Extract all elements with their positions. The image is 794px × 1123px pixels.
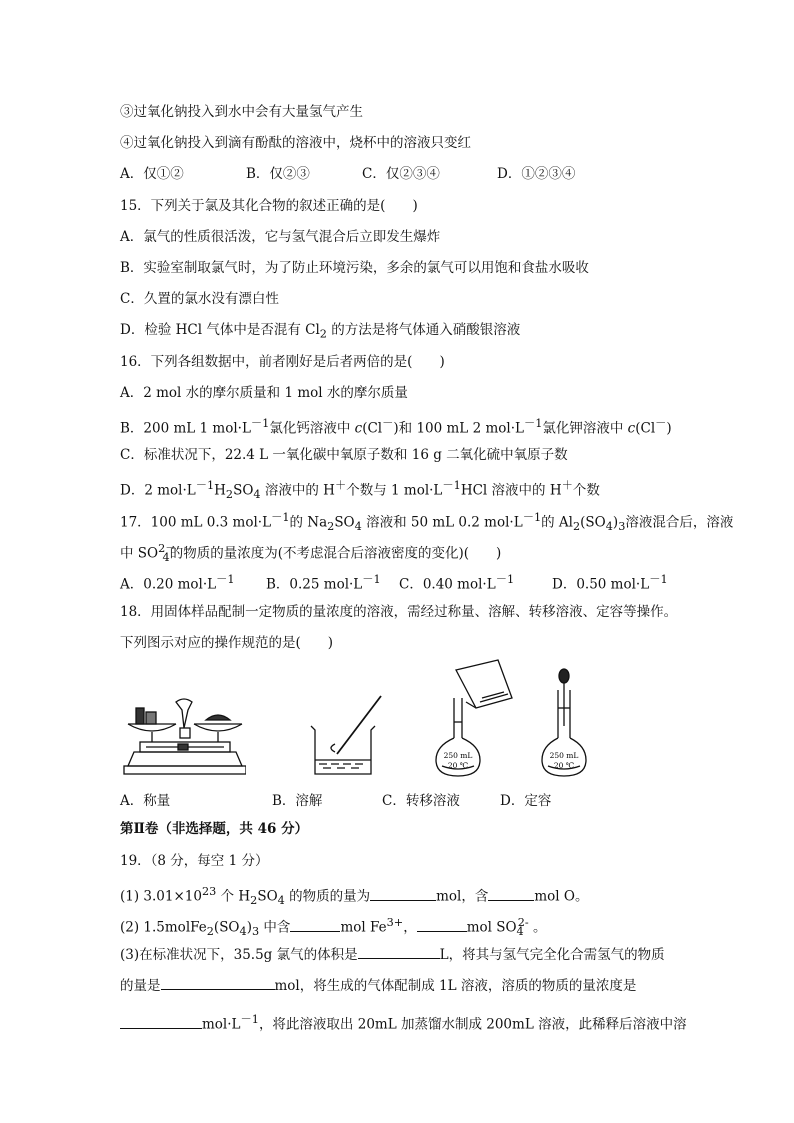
q15-option-b: B．实验室制取氯气时，为了防止环境污染，多余的氯气可以用饱和食盐水吸收 bbox=[120, 260, 589, 276]
beaker-stirring-figure bbox=[305, 694, 390, 778]
q19-part2: (2) $1.5molFe_2(SO_4)_3$ 中含 mol $Fe^{3+}$， mol $SO_4^{2-}$ 。 bbox=[120, 916, 547, 939]
q14-statement-4: ④过氧化钠投入到滴有酚酞的溶液中，烧杯中的溶液只变红 bbox=[120, 135, 471, 151]
q18-label-d: D．定容 bbox=[500, 793, 552, 809]
q16-option-a: A．2 mol 水的摩尔质量和 1 mol 水的摩尔质量 bbox=[120, 385, 408, 401]
q17-option-c: C．0.40 $mol\cdot L^{-1}$ bbox=[399, 573, 515, 593]
q19-blank-5[interactable] bbox=[358, 945, 440, 959]
q15-option-c: C．久置的氯水没有漂白性 bbox=[120, 291, 279, 307]
q19-part3-line2: 的量是 mol，将生成的气体配制成 1L 溶液，溶质的物质的量浓度是 bbox=[120, 978, 637, 994]
q19-part1: (1) $3.01\times 10^{23}$ 个 $H_2SO_4$ 的物质的量为 mol，含 mol O。 bbox=[120, 885, 589, 908]
q18-stem-line2: 下列图示对应的操作规范的是( ) bbox=[120, 635, 334, 651]
q16-option-d: D．2 $mol\cdot L^{-1}H_2SO_4$ 溶液中的 H＋个数与 1 $mol\cdot L^{-1}HCl$ 溶液中的 H＋个数 bbox=[120, 479, 600, 502]
transfer-solution-figure bbox=[432, 658, 522, 778]
flask-d-volume-label: 250 mL bbox=[549, 751, 579, 760]
q14-option-a: A．仅①② bbox=[120, 166, 184, 182]
q15-option-d: D．检验 HCl 气体中是否混有 $Cl_2$ 的方法是将气体通入硝酸银溶液 bbox=[120, 322, 521, 341]
q16-option-c: C．标准状况下，22.4 L 一氧化碳中氧原子数和 16 g 二氧化硫中氧原子数 bbox=[120, 447, 568, 463]
flask-c-temp-label: 20 ℃ bbox=[447, 761, 469, 770]
dropper-volumetric-flask-figure bbox=[540, 668, 596, 778]
q18-stem-line1: 18．用固体样品配制一定物质的量浓度的溶液，需经过称量、溶解、转移溶液、定容等操作。 bbox=[120, 604, 678, 620]
q18-label-b: B．溶解 bbox=[272, 793, 323, 809]
q17-stem-line1: 17．100 mL 0.3 $mol\cdot L^{-1}$的 $Na_2SO_4$ 溶液和 50 mL 0.2 $mol\cdot L^{-1}$的 $Al_2(SO_4)_3$溶液混合后，溶液 bbox=[120, 511, 734, 534]
q19-blank-6[interactable] bbox=[161, 976, 275, 990]
q19-blank-7[interactable] bbox=[120, 1015, 202, 1029]
q14-statement-3: ③过氧化钠投入到水中会有大量氢气产生 bbox=[120, 104, 363, 120]
q14-option-c: C．仅②③④ bbox=[362, 166, 440, 182]
q19-heading: 19．（8 分，每空 1 分） bbox=[120, 853, 269, 869]
q19-blank-3[interactable] bbox=[290, 918, 340, 932]
q16-option-b: B．200 mL 1 $mol\cdot L^{-1}$氯化钙溶液中 c(Cl－)和 100 mL 2 $mol\cdot L^{-1}$氯化钾溶液中 c(Cl－) bbox=[120, 417, 672, 437]
q17-option-b: B．0.25 $mol\cdot L^{-1}$ bbox=[266, 573, 381, 593]
q17-option-a: A．0.20 $mol\cdot L^{-1}$ bbox=[120, 573, 235, 593]
q19-part3-line1: (3)在标准状况下，35.5g 氯气的体积是 L，将其与氢气完全化合需氢气的物质 bbox=[120, 947, 665, 963]
q19-blank-1[interactable] bbox=[370, 887, 436, 901]
q17-stem-line2: 中 $SO^{2-}_4$的物质的量浓度为(不考虑混合后溶液密度的变化)( ) bbox=[120, 542, 502, 565]
q14-option-d: D．①②③④ bbox=[497, 166, 576, 182]
balance-scale-figure bbox=[122, 698, 246, 778]
flask-d-temp-label: 20 ℃ bbox=[553, 761, 575, 770]
q19-blank-4[interactable] bbox=[417, 918, 467, 932]
q15-stem: 15．下列关于氯及其化合物的叙述正确的是( ) bbox=[120, 198, 418, 214]
section-2-heading: 第Ⅱ卷（非选择题，共 46 分） bbox=[120, 821, 309, 837]
q18-label-a: A．称量 bbox=[120, 793, 171, 809]
q19-part3-line3: $mol\cdot L^{-1}$，将此溶液取出 20mL 加蒸馏水制成 200mL 溶液，此稀释后溶液中溶 bbox=[120, 1011, 687, 1034]
q14-option-b: B．仅②③ bbox=[246, 166, 310, 182]
q19-blank-2[interactable] bbox=[488, 887, 534, 901]
q18-label-c: C．转移溶液 bbox=[382, 793, 460, 809]
q17-option-d: D．0.50 $mol\cdot L^{-1}$ bbox=[552, 573, 668, 593]
q15-option-a: A．氯气的性质很活泼，它与氢气混合后立即发生爆炸 bbox=[120, 229, 441, 245]
q16-stem: 16．下列各组数据中，前者刚好是后者两倍的是( ) bbox=[120, 354, 445, 370]
flask-c-volume-label: 250 mL bbox=[443, 751, 473, 760]
